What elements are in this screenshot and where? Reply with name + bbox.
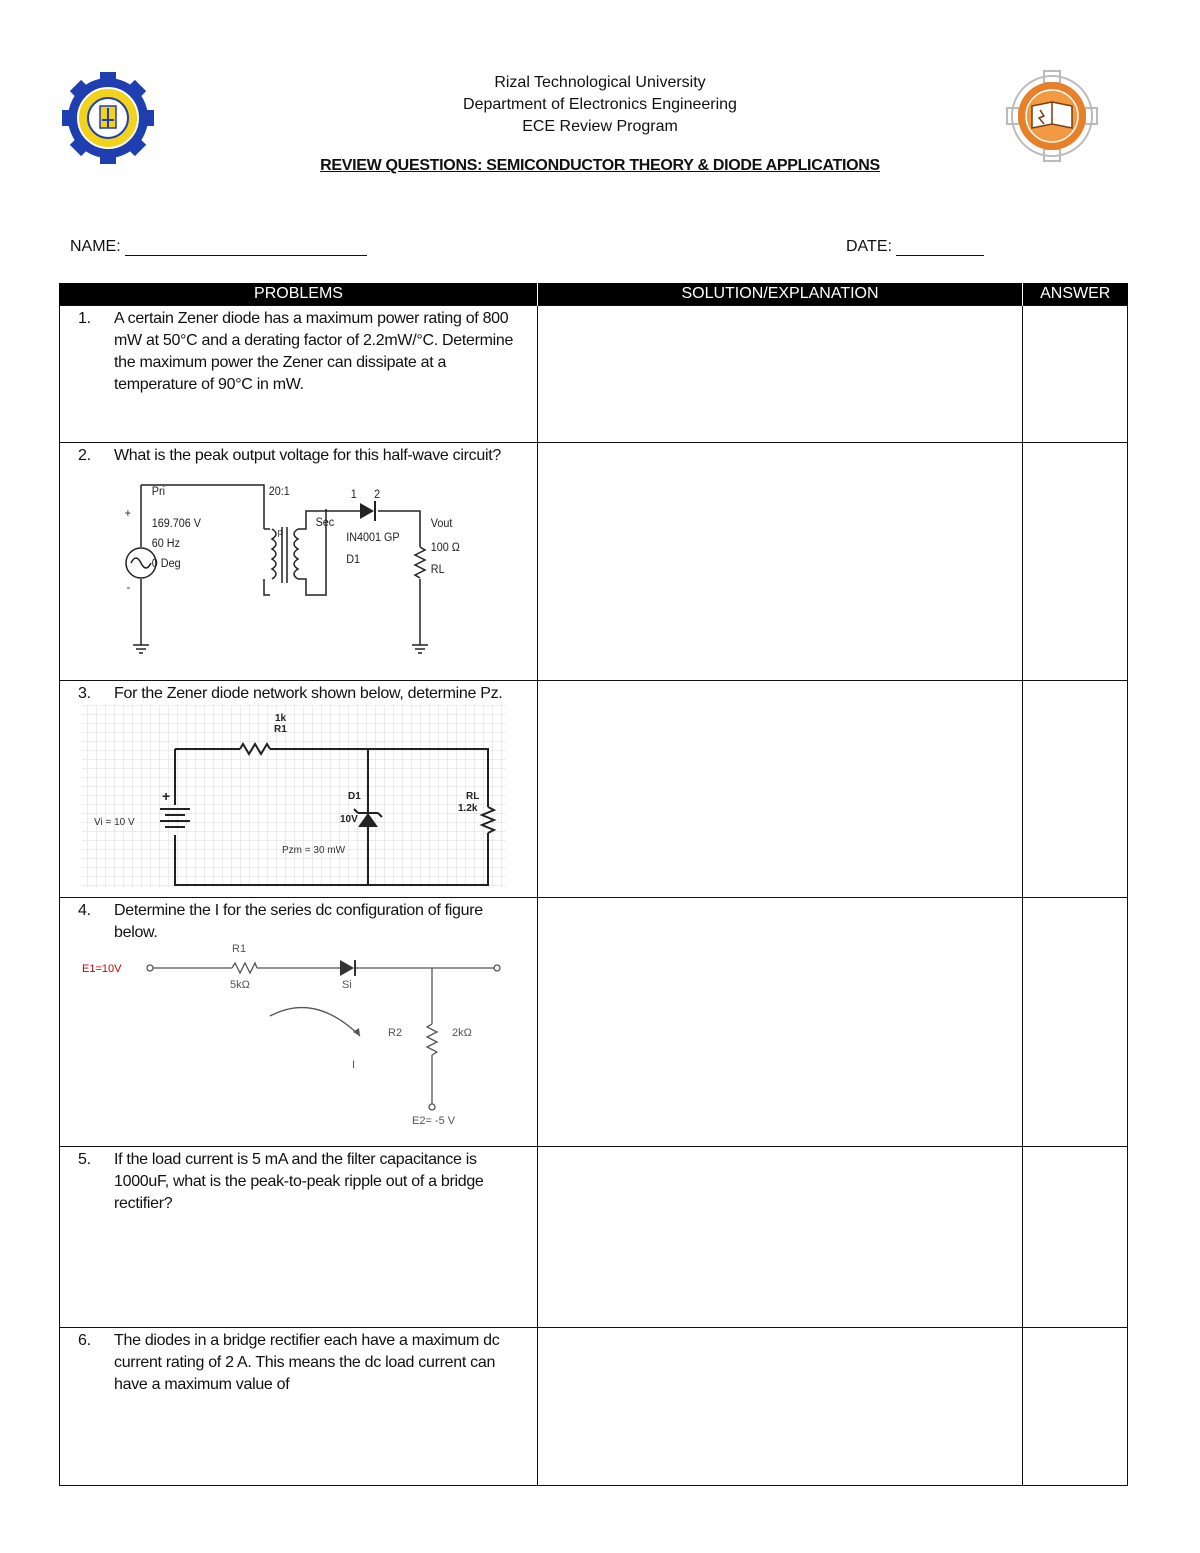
solution-cell[interactable] xyxy=(538,306,1023,443)
diode-symbol xyxy=(360,503,374,519)
label-r2-ref: R2 xyxy=(388,1027,403,1039)
answer-cell[interactable] xyxy=(1023,306,1128,443)
problem-cell xyxy=(60,681,538,898)
solution-cell[interactable] xyxy=(538,443,1023,681)
problem-cell xyxy=(60,306,538,443)
problems-table xyxy=(59,283,1128,1486)
problem-number: 3. xyxy=(78,685,91,702)
resistor-r2 xyxy=(427,1024,437,1055)
label-vi: Vi = 10 V xyxy=(94,817,135,828)
label-e2: E2= -5 V xyxy=(412,1115,456,1127)
answer-cell[interactable] xyxy=(1023,443,1128,681)
name-blank-line[interactable] xyxy=(125,241,367,256)
label-ratio: 20:1 xyxy=(268,485,290,499)
half-wave-circuit-diagram xyxy=(60,467,530,657)
label-rl-val: 1.2k xyxy=(458,803,478,814)
label-source-f: 60 Hz xyxy=(151,537,180,551)
date-label: DATE: xyxy=(846,238,892,255)
problem-text: What is the peak output voltage for this half-wave circuit? xyxy=(114,447,501,464)
problem-text: The diodes in a bridge rectifier each have a maximum dc current rating of 2 A. This means the dc load current can have a maximum value of xyxy=(114,1332,500,1393)
solution-cell[interactable] xyxy=(538,1328,1023,1486)
label-r1-val: 1k xyxy=(275,713,287,724)
problem-text: If the load current is 5 mA and the filter capacitance is 1000uF, what is the peak-to-peak ripple out of a bridge rectifier? xyxy=(114,1151,484,1212)
date-blank-line[interactable] xyxy=(896,241,984,256)
label-r1-ref: R1 xyxy=(232,944,247,955)
answer-cell[interactable] xyxy=(1023,1147,1128,1328)
ground-symbol-right xyxy=(412,637,428,653)
solution-cell[interactable] xyxy=(538,1147,1023,1328)
terminal-e1 xyxy=(147,965,153,971)
answer-cell[interactable] xyxy=(1023,1328,1128,1486)
label-diode: Si xyxy=(342,979,352,991)
ground-symbol-left xyxy=(133,637,149,653)
name-field[interactable] xyxy=(70,238,367,256)
label-r1-ref: R1 xyxy=(274,724,287,735)
label-rl-ref: RL xyxy=(466,791,480,802)
table-row xyxy=(60,898,1128,1147)
table-row xyxy=(60,443,1128,681)
problem-text: For the Zener diode network shown below, determine Pz. xyxy=(114,685,503,702)
primary-coil xyxy=(272,529,276,579)
label-r1-val: 5kΩ xyxy=(230,979,250,991)
label-pin2: 2 xyxy=(374,488,381,502)
label-plus: + xyxy=(162,788,171,804)
solution-cell[interactable] xyxy=(538,898,1023,1147)
label-source-ph: 0 Deg xyxy=(151,557,181,571)
si-diode-symbol xyxy=(340,960,354,976)
label-minus: - xyxy=(126,581,131,595)
current-arrow xyxy=(270,1008,360,1036)
name-label: NAME: xyxy=(70,238,121,255)
table-header-row xyxy=(60,283,1128,306)
label-rl-ref: RL xyxy=(430,563,445,577)
label-plus: + xyxy=(124,507,132,521)
department-name: Department of Electronics Engineering xyxy=(463,96,737,113)
table-row xyxy=(60,1328,1128,1486)
table-row xyxy=(60,681,1128,898)
problem-number: 1. xyxy=(78,310,91,327)
program-name: ECE Review Program xyxy=(522,118,678,135)
label-vz: 10V xyxy=(340,814,358,825)
label-pri: Pri xyxy=(151,485,166,499)
problem-number: 4. xyxy=(78,902,91,919)
label-d1: D1 xyxy=(346,553,361,567)
label-diode: IN4001 GP xyxy=(346,531,400,545)
secondary-coil xyxy=(294,529,298,579)
label-current: I xyxy=(352,1059,356,1071)
answer-cell[interactable] xyxy=(1023,898,1128,1147)
header-problems: PROBLEMS xyxy=(60,283,538,306)
resistor-r1 xyxy=(232,963,257,973)
label-vout: Vout xyxy=(430,517,453,531)
table-row xyxy=(60,306,1128,443)
problem-cell xyxy=(60,1147,538,1328)
series-dc-circuit-diagram xyxy=(60,944,530,1139)
solution-cell[interactable] xyxy=(538,681,1023,898)
terminal-e2 xyxy=(429,1104,435,1110)
label-pin1: 1 xyxy=(350,488,357,502)
label-pzm: Pzm = 30 mW xyxy=(282,845,346,856)
document-title: REVIEW QUESTIONS: SEMICONDUCTOR THEORY & DIODE APPLICATIONS xyxy=(320,157,880,174)
answer-cell[interactable] xyxy=(1023,681,1128,898)
problem-cell xyxy=(60,898,538,1147)
label-sec: Sec xyxy=(315,516,335,530)
terminal-output xyxy=(494,965,500,971)
problem-number: 6. xyxy=(78,1332,91,1349)
problem-number: 5. xyxy=(78,1151,91,1168)
problem-cell xyxy=(60,443,538,681)
problem-number: 2. xyxy=(78,447,91,464)
table-row xyxy=(60,1147,1128,1328)
label-source-v: 169.706 V xyxy=(151,517,202,531)
university-name: Rizal Technological University xyxy=(494,74,706,91)
label-e1: E1=10V xyxy=(82,963,122,975)
problem-cell xyxy=(60,1328,538,1486)
label-d1: D1 xyxy=(348,791,361,802)
header-answer: ANSWER xyxy=(1023,283,1128,306)
problem-text: A certain Zener diode has a maximum power rating of 800 mW at 50°C and a derating factor of 2.2mW/°C. Determine the maximum power the Zener can dissipate at a temperature of 90°C in mW. xyxy=(114,310,514,393)
label-p: p xyxy=(277,526,283,538)
header-solution: SOLUTION/EXPLANATION xyxy=(538,283,1023,306)
problem-text: Determine the I for the series dc configuration of figure below. xyxy=(114,902,483,941)
zener-network-diagram xyxy=(60,705,530,890)
date-field[interactable] xyxy=(846,238,984,256)
label-r2-val: 2kΩ xyxy=(452,1027,472,1039)
label-rl-val: 100 Ω xyxy=(430,541,460,555)
load-resistor xyxy=(415,547,425,578)
